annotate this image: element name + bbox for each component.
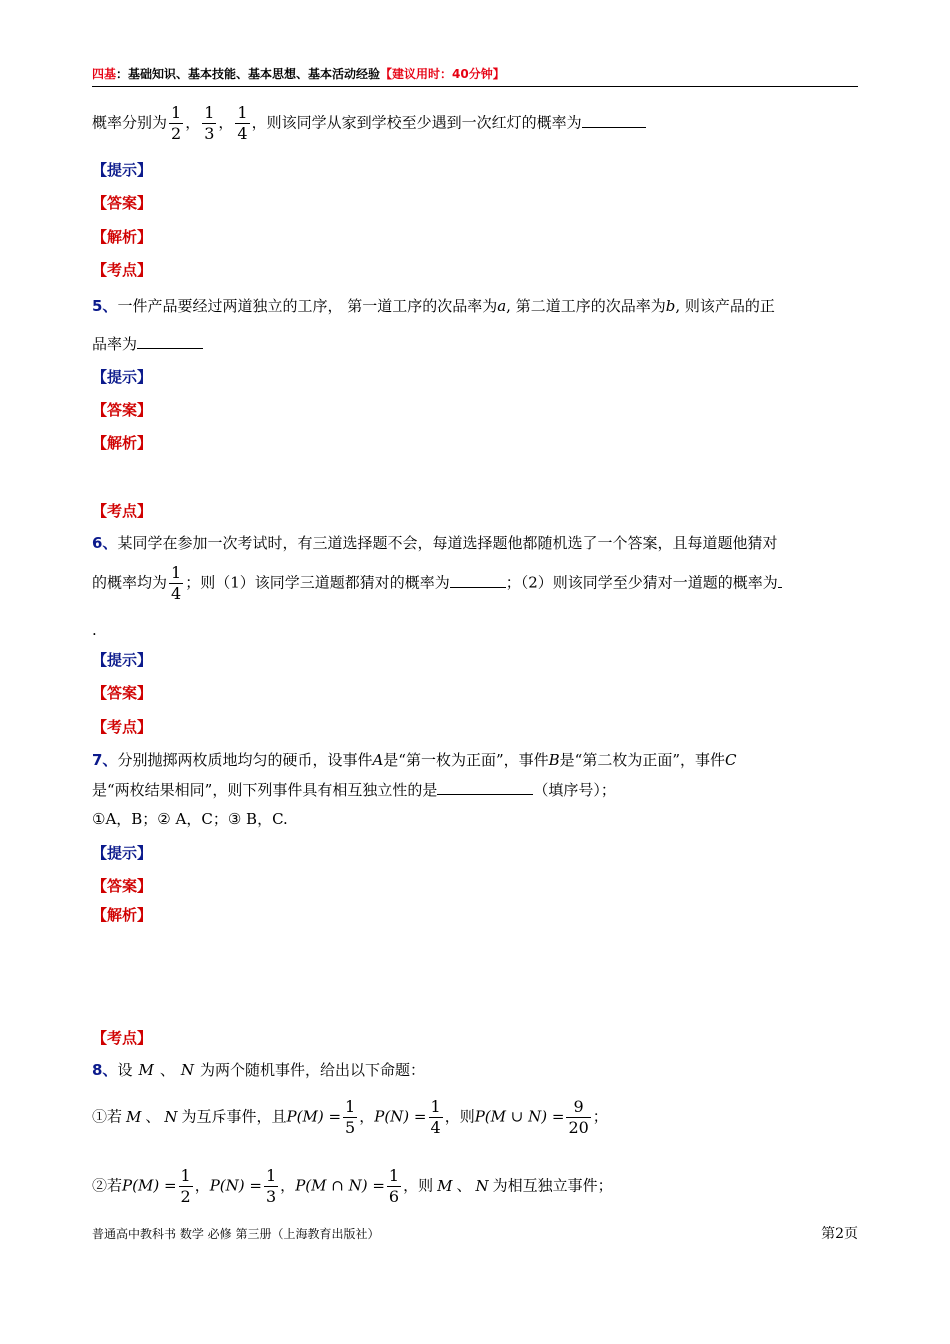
q8-s2-comma-1: ， bbox=[194, 1176, 210, 1195]
q5-text-4: 品率为 bbox=[92, 335, 138, 353]
q8-s1-sep: 、 bbox=[145, 1107, 161, 1126]
q8-s1-pm: P(M) = bbox=[286, 1107, 342, 1126]
q4-point-label: 【考点】 bbox=[92, 261, 153, 279]
denominator: 4 bbox=[237, 124, 248, 143]
q8-s2-fraction-2 bbox=[264, 1166, 278, 1207]
q7-options: ①A，B；② A，C；③ B，C. bbox=[92, 810, 288, 828]
q8-var-m: M bbox=[138, 1061, 154, 1079]
q5-var-a: a bbox=[497, 297, 507, 315]
q8-s2-var-m: M bbox=[437, 1176, 453, 1195]
q4-suffix: ，则该同学从家到学校至少遇到一次红灯的概率为 bbox=[251, 113, 582, 132]
denominator: 5 bbox=[345, 1118, 356, 1137]
q8-s2-sep: 、 bbox=[456, 1176, 472, 1195]
q7-line-1 bbox=[92, 750, 737, 770]
q7-text-1a: 分别抛掷两枚质地均匀的硬币，设事件 bbox=[117, 751, 373, 769]
q5-text-3: , 则该产品的正 bbox=[675, 297, 775, 315]
q4-hint-label: 【提示】 bbox=[92, 161, 153, 179]
q4-answer-blank[interactable] bbox=[582, 111, 646, 128]
footer-book-title: 普通高中教科书 数学 必修 第三册（上海教育出版社） bbox=[92, 1227, 380, 1241]
q8-statement-2 bbox=[92, 1166, 613, 1207]
q7-text-2b: （填序号）； bbox=[533, 781, 616, 799]
q5-hint-label: 【提示】 bbox=[92, 368, 153, 386]
q5-answer-label: 【答案】 bbox=[92, 401, 153, 419]
q7-text-2a: 是“两枚结果相同”，则下列事件具有相互独立性的是 bbox=[92, 781, 438, 799]
q5-answer-blank[interactable] bbox=[137, 332, 203, 349]
q8-s1-var-m: M bbox=[126, 1107, 142, 1126]
q6-number: 6、 bbox=[92, 534, 118, 552]
q8-number: 8、 bbox=[92, 1061, 118, 1079]
q8-s1-pn: P(N) = bbox=[374, 1107, 427, 1126]
page-header bbox=[92, 66, 858, 82]
q4-sep-2: ， bbox=[218, 113, 234, 132]
q8-s2-prefix: ②若 bbox=[92, 1176, 123, 1195]
q6-prefix: 的概率均为 bbox=[92, 573, 168, 592]
q4-fraction-3 bbox=[235, 103, 249, 144]
q8-text-1b: 为两个随机事件，给出以下命题： bbox=[199, 1061, 425, 1079]
q8-s1-end: ； bbox=[592, 1107, 608, 1126]
q5-number: 5、 bbox=[92, 297, 118, 315]
q8-s2-fraction-1 bbox=[179, 1166, 193, 1207]
q7-answer-blank[interactable] bbox=[437, 778, 533, 795]
denominator: 6 bbox=[388, 1187, 400, 1206]
q7-text-1b: 是“第一枚为正面”，事件 bbox=[383, 751, 549, 769]
q5-text-2: , 第二道工序的次品率为 bbox=[506, 297, 666, 315]
q5-text-1: 一件产品要经过两道独立的工序， 第一道工序的次品率为 bbox=[117, 297, 498, 315]
numerator: 1 bbox=[204, 103, 215, 122]
q6-text-1: 某同学在参加一次考试时，有三道选择题不会，每道选择题他都随机选了一个答案，且每道题他猜对 bbox=[117, 534, 778, 552]
numerator: 1 bbox=[180, 1166, 191, 1185]
q7-analysis-label: 【解析】 bbox=[92, 906, 153, 924]
q4-analysis-label: 【解析】 bbox=[92, 228, 153, 246]
q8-s2-pi: P(M ∩ N) = bbox=[295, 1176, 385, 1195]
header-time-suggestion: 【建议用时：40分钟】 bbox=[380, 67, 505, 81]
denominator: 3 bbox=[204, 124, 215, 143]
numerator: 9 bbox=[566, 1097, 590, 1118]
q5-line-1 bbox=[92, 296, 775, 316]
header-description: ：基础知识、基本技能、基本思想、基本活动经验 bbox=[116, 67, 381, 81]
q8-sep: 、 bbox=[159, 1061, 175, 1079]
q8-s2-comma-2: ， bbox=[280, 1176, 296, 1195]
q7-number: 7、 bbox=[92, 751, 118, 769]
q7-var-a: A bbox=[372, 751, 384, 769]
q6-text-3: ；（2）则该同学至少猜对一道题的概率为 bbox=[505, 573, 778, 592]
q8-s1-fraction-3 bbox=[566, 1097, 590, 1138]
q8-s2-pn: P(N) = bbox=[209, 1176, 262, 1195]
q8-text-1a: 设 bbox=[117, 1061, 133, 1079]
q6-fraction bbox=[169, 563, 183, 604]
denominator: 2 bbox=[180, 1187, 191, 1206]
denominator: 2 bbox=[171, 124, 182, 143]
q7-hint-label: 【提示】 bbox=[92, 844, 153, 862]
q5-var-b: b bbox=[665, 297, 676, 315]
denominator: 4 bbox=[430, 1118, 441, 1137]
numerator: 1 bbox=[430, 1097, 441, 1116]
q6-answer-blank-2[interactable] bbox=[778, 571, 782, 588]
q8-s2-var-n: N bbox=[475, 1176, 489, 1195]
header-four-basics: 四基 bbox=[92, 67, 117, 81]
q8-s1-prefix: ①若 bbox=[92, 1107, 123, 1126]
numerator: 1 bbox=[388, 1166, 400, 1185]
q6-line-3: . bbox=[92, 621, 97, 639]
q8-s2-pm: P(M) = bbox=[122, 1176, 177, 1195]
q8-s1-text: 为互斥事件，且 bbox=[181, 1107, 287, 1126]
q8-s1-comma-1: ， bbox=[359, 1107, 375, 1126]
denominator: 20 bbox=[568, 1118, 589, 1137]
header-rule bbox=[92, 86, 858, 87]
q7-point-label: 【考点】 bbox=[92, 1029, 153, 1047]
q8-line-1 bbox=[92, 1060, 425, 1080]
q5-line-2 bbox=[92, 332, 203, 354]
numerator: 1 bbox=[171, 103, 182, 122]
q5-analysis-label: 【解析】 bbox=[92, 434, 153, 452]
q7-var-c: C bbox=[725, 751, 737, 769]
q8-s2-then: ，则 bbox=[403, 1176, 434, 1195]
q6-line-2 bbox=[92, 563, 782, 604]
q8-s2-fraction-3 bbox=[387, 1166, 401, 1207]
footer-page-number: 第2页 bbox=[821, 1226, 858, 1242]
q4-fraction-2 bbox=[202, 103, 216, 144]
q4-prefix: 概率分别为 bbox=[92, 113, 168, 132]
numerator: 1 bbox=[171, 563, 182, 582]
q8-s1-pu: P(M ∪ N) = bbox=[474, 1107, 565, 1126]
q6-answer-blank-1[interactable] bbox=[450, 571, 506, 588]
q7-text-1c: 是“第二枚为正面”，事件 bbox=[559, 751, 726, 769]
q8-s1-fraction-1 bbox=[343, 1097, 357, 1138]
q8-s1-then: ，则 bbox=[444, 1107, 475, 1126]
q8-s1-var-n: N bbox=[164, 1107, 178, 1126]
q7-line-2 bbox=[92, 778, 616, 800]
q4-fraction-1 bbox=[169, 103, 183, 144]
q6-hint-label: 【提示】 bbox=[92, 651, 153, 669]
numerator: 1 bbox=[265, 1166, 277, 1185]
q8-s2-end: 为相互独立事件； bbox=[492, 1176, 613, 1195]
q6-line-1 bbox=[92, 533, 777, 553]
q8-var-n: N bbox=[180, 1061, 194, 1079]
q6-answer-label: 【答案】 bbox=[92, 684, 153, 702]
q5-point-label: 【考点】 bbox=[92, 502, 153, 520]
q4-answer-label: 【答案】 bbox=[92, 194, 153, 212]
q6-text-2: ；则（1）该同学三道题都猜对的概率为 bbox=[185, 573, 450, 592]
q6-point-label: 【考点】 bbox=[92, 718, 153, 736]
q8-s1-fraction-2 bbox=[429, 1097, 443, 1138]
q4-sep-1: ， bbox=[185, 113, 201, 132]
q7-answer-label: 【答案】 bbox=[92, 877, 153, 895]
q7-var-b: B bbox=[548, 751, 560, 769]
numerator: 1 bbox=[345, 1097, 356, 1116]
q4-line bbox=[92, 103, 646, 144]
denominator: 4 bbox=[171, 584, 182, 603]
q8-statement-1 bbox=[92, 1097, 608, 1138]
numerator: 1 bbox=[237, 103, 248, 122]
denominator: 3 bbox=[265, 1187, 277, 1206]
